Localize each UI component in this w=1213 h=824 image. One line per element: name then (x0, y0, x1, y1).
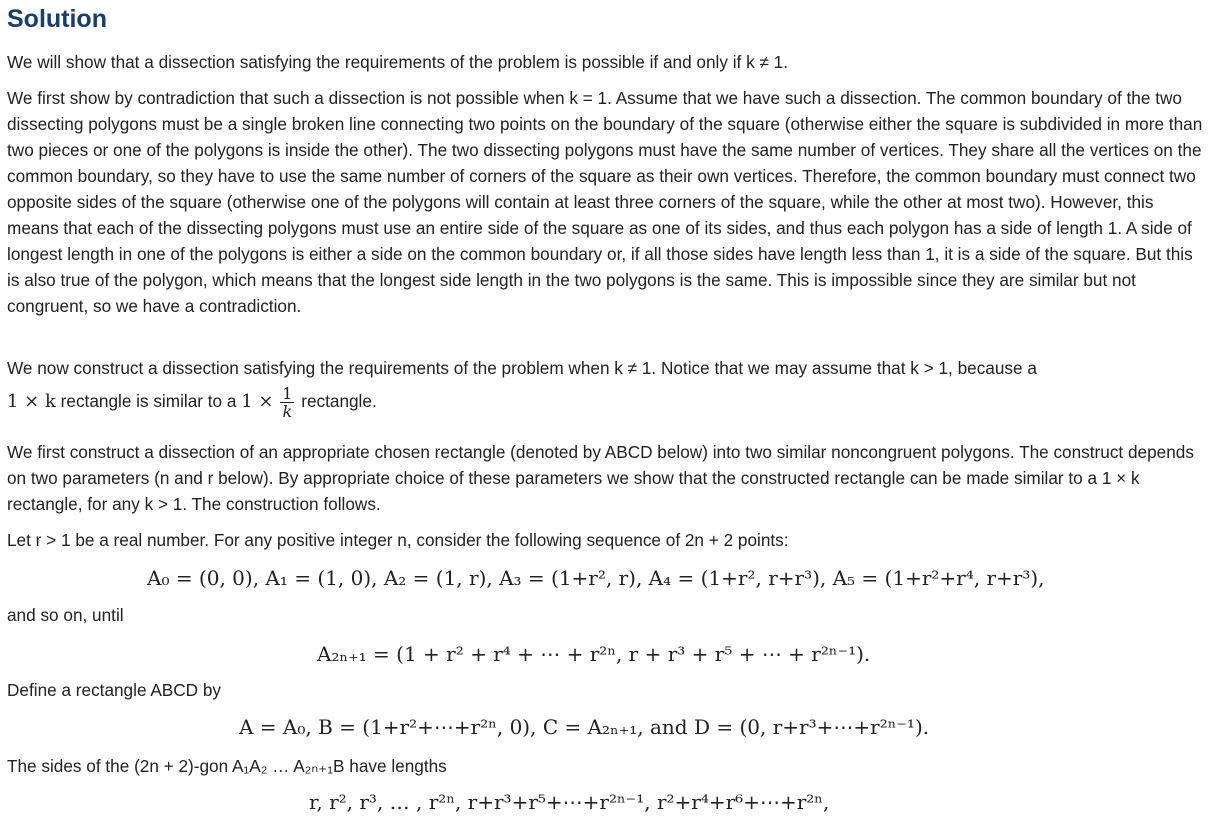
proof-paragraph: We first show by contradiction that such a dissection is not possible when k = 1. Assume that we have such a dissection. The common boundary of the two dissecting polygons must be a single broken line connecting two points on the boundary of the square (otherwise either the square is subdivided in more than two pieces or one of the polygons is inside the other). The two dissecting polygons must have the same number of vertices. They share all the vertices on the common boundary, so they have to use the same number of corners of the square as their own vertices. Therefore, the common boundary must connect two opposite sides of the square (otherwise one of the polygons will contain at least three corners of the square, while the other at most two). However, this means that each of the dissecting polygons must use an entire side of the square as one of its sides, and thus each polygon has a side of length 1. A side of longest length in one of the polygons is either a side on the common boundary or, if all those sides have length less than 1, it is a side of the square. But this is also true of the polygon, which means that the longest side length in the two polygons is the same. This is impossible since they are similar but not congruent, so we have a contradiction. (7, 88, 1203, 316)
equation-rectangle-abcd: A = A₀, B = (1+r²+⋯+r²ⁿ, 0), C = A₂ₙ₊₁, and D = (0, r+r³+⋯+r²ⁿ⁻¹). (239, 715, 930, 739)
rect-dims-1xk: 1 × k (7, 391, 56, 413)
construct-paragraph (7, 355, 1207, 420)
fraction-1-over-k (280, 385, 294, 420)
solution-heading: Solution (7, 5, 107, 33)
and-so-on-text: and so on, until (7, 605, 124, 625)
let-r-paragraph: Let r > 1 be a real number. For any positive integer n, consider the following sequence of 2n + 2 points: (7, 530, 789, 550)
intro-paragraph: We will show that a dissection satisfying the requirements of the problem is possible if and only if k ≠ 1. (7, 52, 789, 72)
fraction-denominator: k (280, 402, 294, 420)
construct-text-similar: rectangle is similar to a (60, 391, 237, 412)
equation-points-sequence: A₀ = (0, 0), A₁ = (1, 0), A₂ = (1, r), A₃ = (1+r², r), A₄ = (1+r², r+r³), A₅ = (1+r²+r⁴, r+r³), (147, 566, 1045, 590)
rect-dims-1x: 1 × (241, 391, 274, 413)
equation-last-point: A₂ₙ₊₁ = (1 + r² + r⁴ + ⋯ + r²ⁿ, r + r³ + r⁵ + ⋯ + r²ⁿ⁻¹). (317, 642, 871, 666)
construct-line-2 (7, 385, 1207, 420)
construct-text-rectangle: rectangle. (301, 391, 377, 412)
equation-side-lengths: r, r², r³, … , r²ⁿ, r+r³+r⁵+⋯+r²ⁿ⁻¹, r²+r⁴+r⁶+⋯+r²ⁿ, (309, 790, 830, 814)
define-rectangle-text: Define a rectangle ABCD by (7, 680, 222, 700)
sides-text: The sides of the (2n + 2)-gon A₁A₂ … A₂ₙ₊₁B have lengths (7, 756, 447, 776)
first-construct-paragraph: We first construct a dissection of an appropriate chosen rectangle (denoted by ABCD below) into two similar noncongruent polygons. The construct depends on two parameters (n and r below). By appropriate choice of these parameters we show that the constructed rectangle can be made similar to a 1 × k rectangle, for any k > 1. The construction follows. (7, 442, 1194, 514)
fraction-numerator: 1 (282, 384, 293, 403)
construct-line-1: We now construct a dissection satisfying the requirements of the problem when k ≠ 1. Notice that we may assume that k > 1, because a (7, 358, 1037, 378)
